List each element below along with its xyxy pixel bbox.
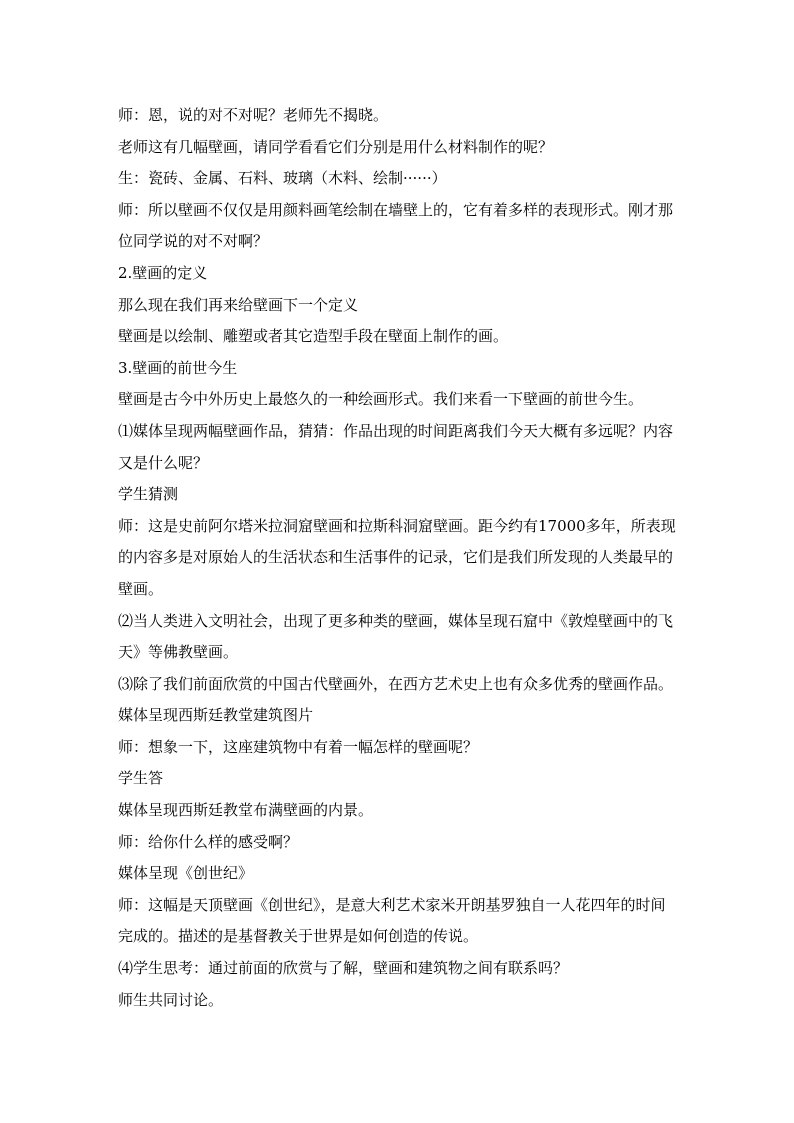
text-line: 学生答 <box>118 769 164 788</box>
text-line: 天》等佛教壁画。 <box>118 643 239 662</box>
text-line: 又是什么呢？ <box>118 453 209 472</box>
text-line: 老师这有几幅壁画，请同学看看它们分别是用什么材料制作的呢？ <box>118 137 554 156</box>
text-line: 媒体呈现西斯廷教堂建筑图片 <box>118 706 314 725</box>
text-line: 师：这是史前阿尔塔米拉洞窟壁画和拉斯科洞窟壁画。距今约有17000多年，所表现 <box>118 516 676 535</box>
text-line: 师：所以壁画不仅仅是用颜料画笔绘制在墙壁上的，它有着多样的表现形式。刚才那 <box>118 200 674 219</box>
text-line: 师：这幅是天顶壁画《创世纪》，是意大利艺术家米开朗基罗独自一人花四年的时间 <box>118 895 666 914</box>
text-line: 位同学说的对不对啊？ <box>118 232 269 251</box>
text-line: ⑷学生思考：通过前面的欣赏与了解，壁画和建筑物之间有联系吗？ <box>118 959 569 978</box>
text-line: 学生猜测 <box>118 485 179 504</box>
text-line: ⑵当人类进入文明社会，出现了更多种类的壁画，媒体呈现石窟中《敦煌壁画中的飞 <box>118 611 674 630</box>
text-line: 生：瓷砖、金属、石料、玻璃（木料、绘制······） <box>118 169 447 188</box>
text-line: 师：给你什么样的感受啊？ <box>118 832 299 851</box>
document-body <box>118 100 710 1016</box>
text-line: 师生共同讨论。 <box>118 990 224 1009</box>
text-line: ⑶除了我们前面欣赏的中国古代壁画外，在西方艺术史上也有众多优秀的壁画作品。 <box>118 674 674 693</box>
text-line: 媒体呈现西斯廷教堂布满壁画的内景。 <box>118 801 374 820</box>
text-line: 师：想象一下，这座建筑物中有着一幅怎样的壁画呢？ <box>118 737 479 756</box>
text-line: ⑴媒体呈现两幅壁画作品，猜猜：作品出现的时间距离我们今天大概有多远呢？内容 <box>118 421 674 440</box>
text-line: 完成的。描述的是基督教关于世界是如何创造的传说。 <box>118 927 479 946</box>
section-heading: 3.壁画的前世今生 <box>118 358 238 377</box>
text-line: 那么现在我们再来给壁画下一个定义 <box>118 295 359 314</box>
text-line: 媒体呈现《创世纪》 <box>118 864 254 883</box>
text-line: 壁画是以绘制、雕塑或者其它造型手段在壁面上制作的画。 <box>118 327 509 346</box>
section-heading: 2.壁画的定义 <box>118 263 208 282</box>
text-line: 壁画。 <box>118 579 164 598</box>
text-line: 师：恩，说的对不对呢？老师先不揭晓。 <box>118 106 389 124</box>
text-line: 壁画是古今中外历史上最悠久的一种绘画形式。我们来看一下壁画的前世今生。 <box>118 390 644 409</box>
text-line: 的内容多是对原始人的生活状态和生活事件的记录，它们是我们所发现的人类最早的 <box>118 548 674 567</box>
